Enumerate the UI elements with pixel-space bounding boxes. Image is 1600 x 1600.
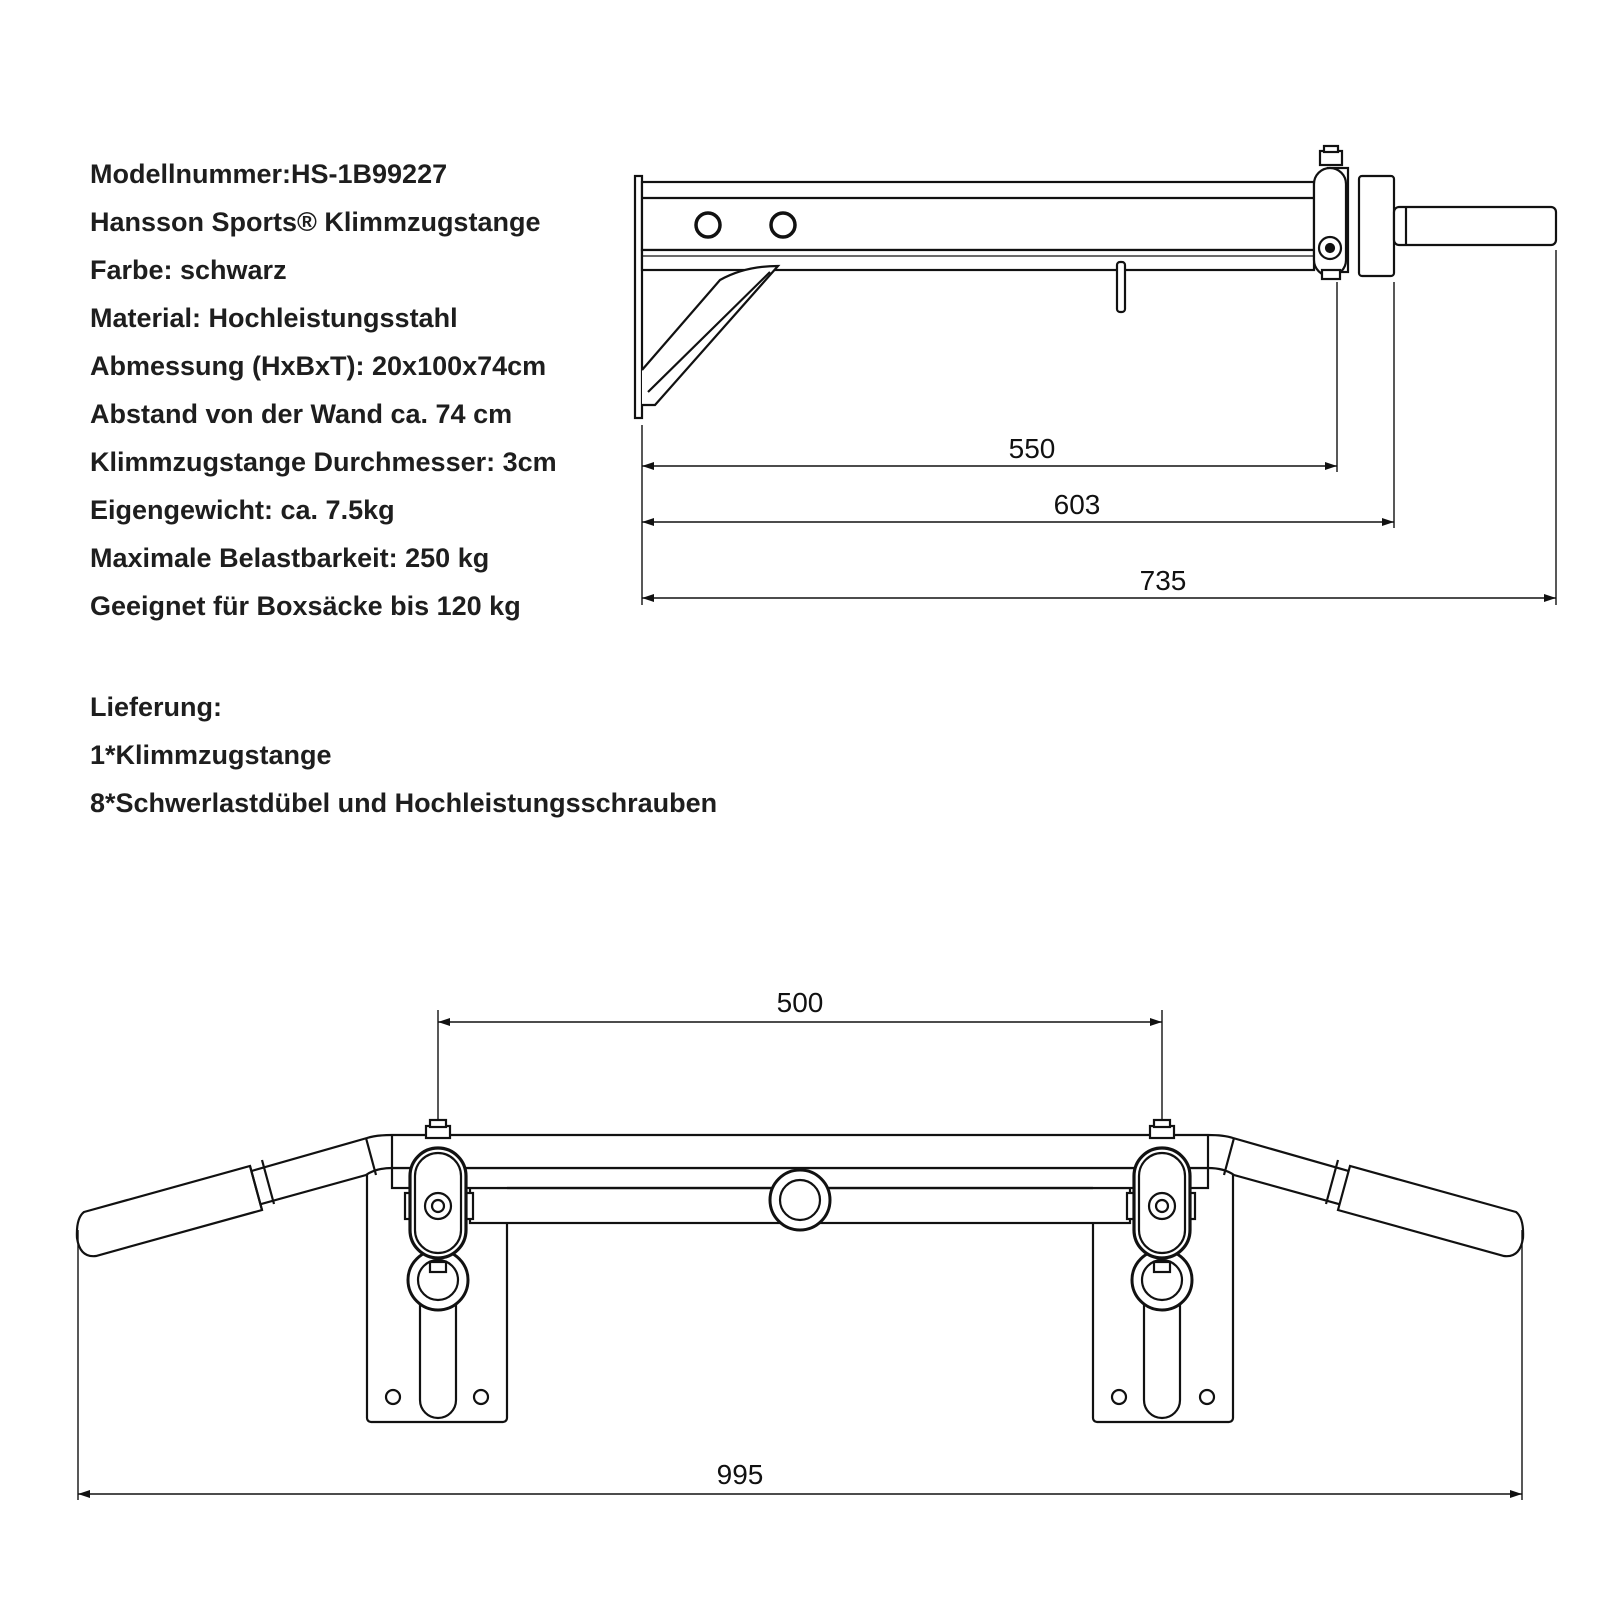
dim-label-500: 500 xyxy=(776,987,824,1018)
dim-label-603: 603 xyxy=(1053,489,1101,520)
bar-stub xyxy=(1394,207,1556,245)
dim-label-550: 550 xyxy=(1008,433,1056,464)
hook xyxy=(1117,262,1125,312)
dim-label-995: 995 xyxy=(716,1459,764,1490)
spec-punching-bag: Geeignet für Boxsäcke bis 120 kg xyxy=(90,591,521,621)
grip-left xyxy=(77,1166,262,1256)
spec-bar-diameter: Klimmzugstange Durchmesser: 3cm xyxy=(90,447,557,477)
delivery-item-bar: 1*Klimmzugstange xyxy=(90,740,332,770)
side-view xyxy=(635,146,1556,605)
spec-weight: Eigengewicht: ca. 7.5kg xyxy=(90,495,395,525)
delivery-item-screws: 8*Schwerlastdübel und Hochleistungsschrauben xyxy=(90,788,718,818)
spec-product-name: Hansson Sports® Klimmzugstange xyxy=(90,207,541,237)
spec-max-load: Maximale Belastbarkeit: 250 kg xyxy=(90,543,490,573)
spec-wall-distance: Abstand von der Wand ca. 74 cm xyxy=(90,399,513,429)
main-arm xyxy=(642,182,1314,250)
delivery-heading: Lieferung: xyxy=(90,692,222,722)
spec-dimensions: Abmessung (HxBxT): 20x100x74cm xyxy=(90,351,547,381)
nut-top xyxy=(1320,151,1342,165)
spec-color: Farbe: schwarz xyxy=(90,255,287,285)
dim-label-735: 735 xyxy=(1139,565,1187,596)
grip-right xyxy=(1338,1166,1523,1256)
diagonal-strut xyxy=(642,266,778,405)
spec-model-number: Modellnummer:HS-1B99227 xyxy=(90,159,448,189)
spec-material: Material: Hochleistungsstahl xyxy=(90,303,458,333)
front-view xyxy=(77,1010,1523,1500)
lower-rail xyxy=(642,250,1314,270)
